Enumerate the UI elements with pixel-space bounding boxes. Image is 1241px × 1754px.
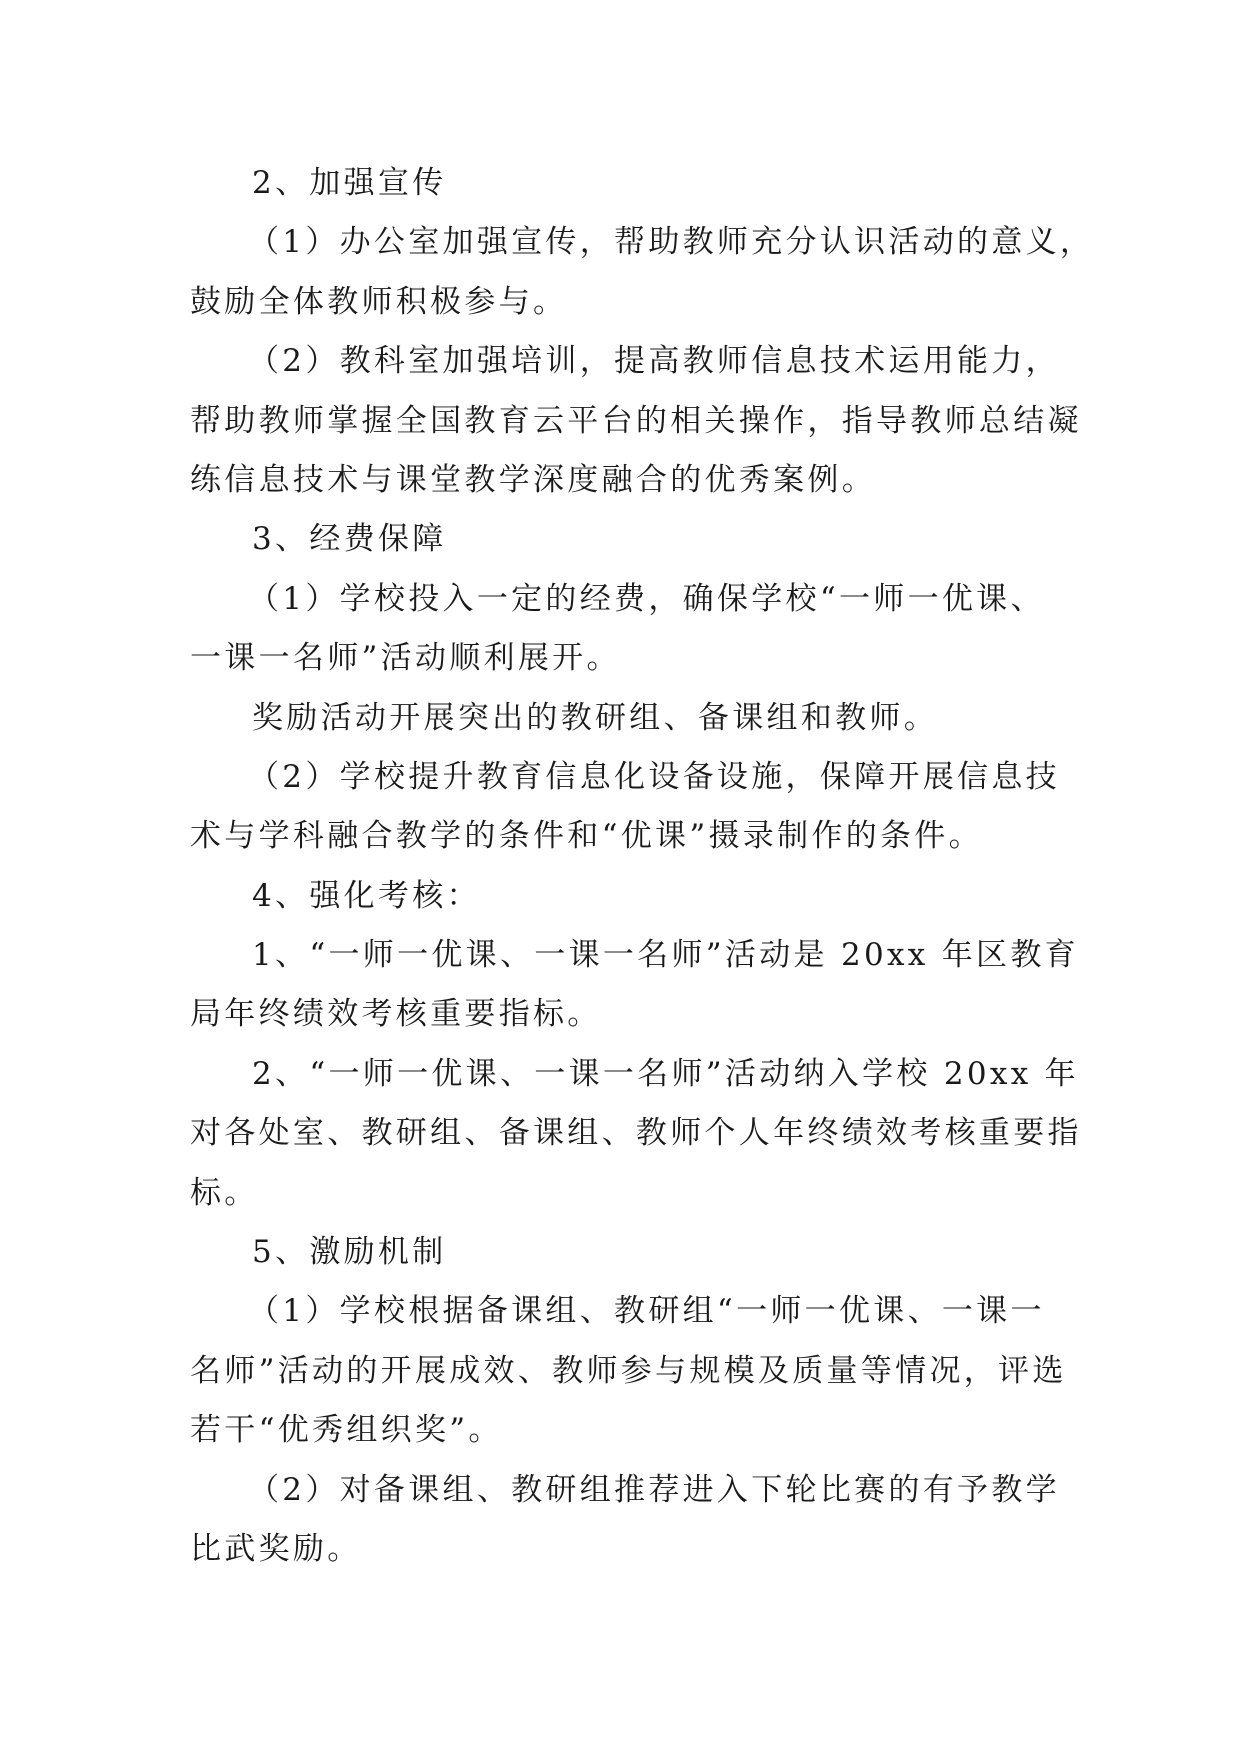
paragraph-line: （2）对备课组、教研组推荐进入下轮比赛的有予教学 (248, 1471, 1060, 1508)
paragraph-line: （2）学校提升教育信息化设备设施，保障开展信息技 (248, 758, 1060, 795)
paragraph-line: 一课一名师”活动顺利展开。 (190, 640, 621, 677)
paragraph-line: 练信息技术与课堂教学深度融合的优秀案例。 (190, 461, 876, 498)
paragraph-line: （1）办公室加强宣传，帮助教师充分认识活动的意义， (248, 224, 1095, 261)
heading-incentive: 5、激励机制 (252, 1234, 447, 1271)
paragraph-line: 术与学科融合教学的条件和“优课”摄录制作的条件。 (190, 818, 983, 855)
paragraph-line: （1）学校根据备课组、教研组“一师一优课、一课一 (248, 1293, 1045, 1330)
paragraph-line: 2、“一师一优课、一课一名师”活动纳入学校 20xx 年 (252, 1055, 1079, 1092)
paragraph-line: 若干“优秀组织奖”。 (190, 1412, 503, 1449)
paragraph-line: （2）教科室加强培训，提高教师信息技术运用能力， (248, 343, 1060, 380)
paragraph-line: （1）学校投入一定的经费，确保学校“一师一优课、 (248, 580, 1045, 617)
heading-assessment: 4、强化考核： (252, 877, 481, 914)
paragraph-line: 名师”活动的开展成效、教师参与规模及质量等情况，评选 (190, 1352, 1067, 1389)
paragraph-line: 比武奖励。 (190, 1530, 362, 1567)
paragraph-line: 标。 (190, 1174, 259, 1211)
heading-funding: 3、经费保障 (252, 521, 447, 558)
paragraph-line: 鼓励全体教师积极参与。 (190, 283, 568, 320)
document-page (190, 154, 1095, 1579)
paragraph-line: 奖励活动开展突出的教研组、备课组和教师。 (252, 699, 938, 736)
paragraph-line: 对各处室、教研组、备课组、教师个人年终绩效考核重要指 (190, 1115, 1082, 1152)
paragraph-line: 1、“一师一优课、一课一名师”活动是 20xx 年区教育 (252, 937, 1079, 974)
paragraph-line: 帮助教师掌握全国教育云平台的相关操作，指导教师总结凝 (190, 402, 1082, 439)
paragraph-line: 局年终绩效考核重要指标。 (190, 996, 602, 1033)
heading-publicity: 2、加强宣传 (252, 165, 447, 201)
